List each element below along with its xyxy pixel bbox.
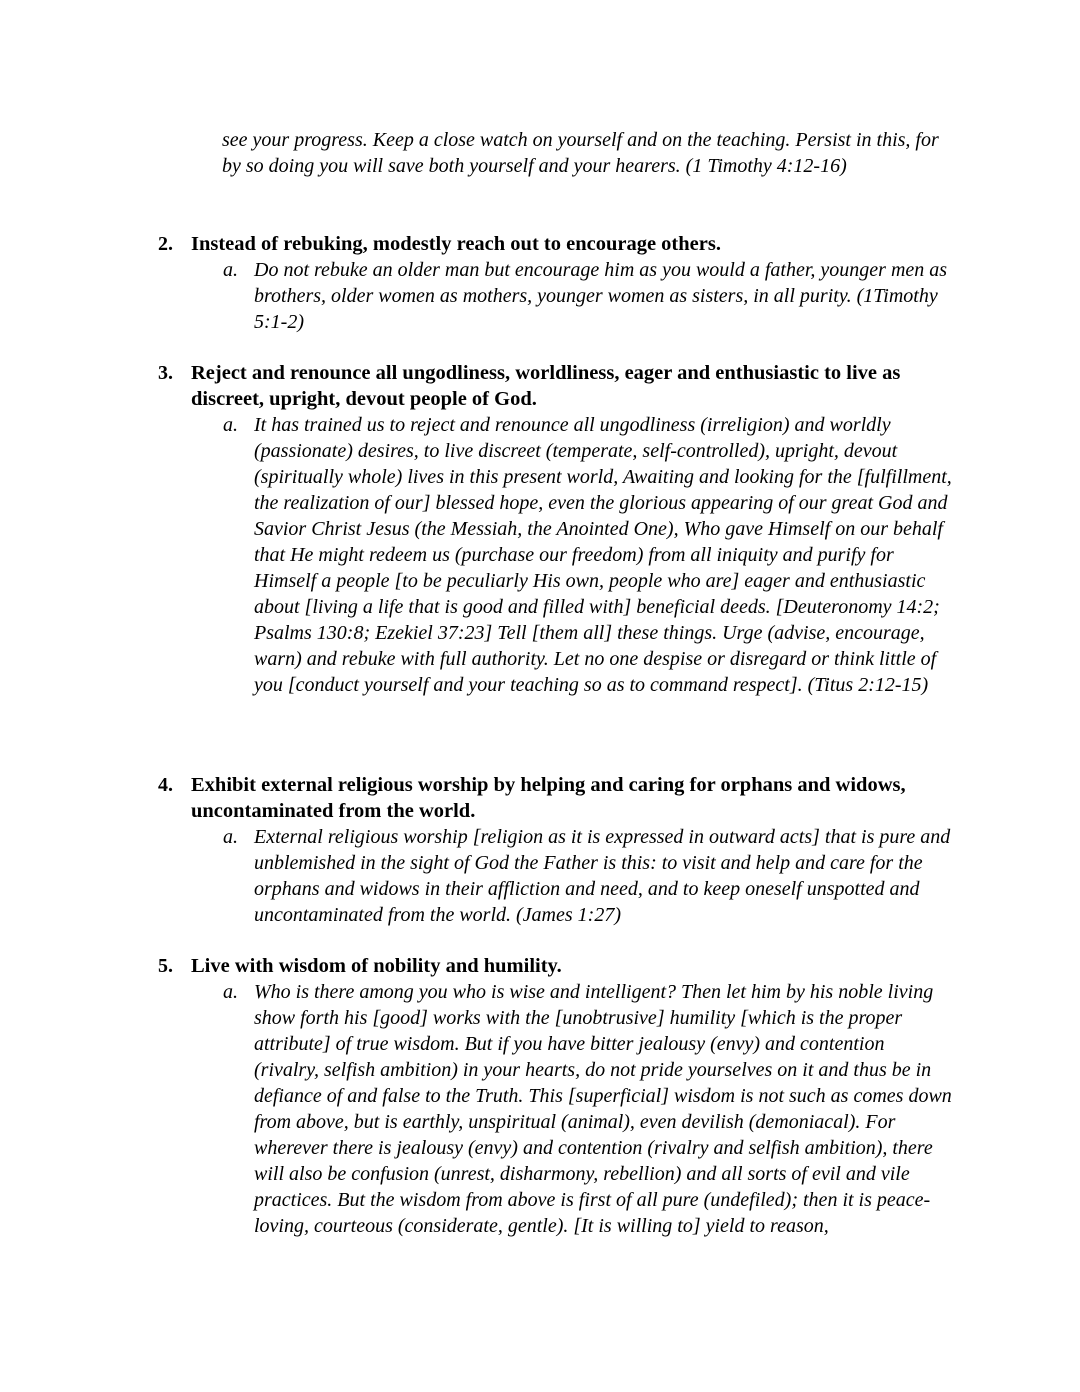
item-number: 3. bbox=[158, 362, 173, 384]
scripture-quote: External religious worship [religion as it is expressed in outward acts] that is pure and unblemished in the sight of God the Father is this: to visit and help and care for the orphans and widows in their affliction and need, and to keep oneself unspotted and uncontaminated from the world. (James 1:27) bbox=[254, 826, 951, 926]
sub-item bbox=[223, 979, 952, 1239]
sub-item bbox=[223, 412, 952, 698]
sub-item bbox=[223, 257, 948, 335]
sub-item-letter: a. bbox=[223, 414, 238, 436]
scripture-quote: Who is there among you who is wise and intelligent? Then let him by his noble living show forth his [good] works with the [unobtrusive] humility [which is the proper attribute] of true wisdom. But if you have bitter jealousy (envy) and contention (rivalry, selfish ambition) in your hearts, do not pride yourselves on it and thus be in defiance of and false to the Truth. This [superficial] wisdom is not such as comes down from above, but is earthly, unspiritual (animal), even devilish (demoniacal). For wherever there is jealousy (envy) and contention (rivalry and selfish ambition), there will also be confusion (unrest, disharmony, rebellion) and all sorts of evil and vile practices. But the wisdom from above is first of all pure (undefiled); then it is peace-loving, courteous (considerate, gentle). [It is willing to] yield to reason, bbox=[254, 981, 952, 1237]
item-number: 2. bbox=[158, 233, 173, 255]
sub-item-letter: a. bbox=[223, 826, 238, 848]
list-item-2 bbox=[158, 231, 958, 335]
item-heading: Live with wisdom of nobility and humility. bbox=[191, 955, 562, 977]
scripture-quote: Do not rebuke an older man but encourage him as you would a father, younger men as brothers, older women as mothers, younger women as sisters, in all purity. (1Timothy 5:1-2) bbox=[254, 259, 948, 333]
item-number: 4. bbox=[158, 774, 173, 796]
item-heading: Reject and renounce all ungodliness, worldliness, eager and enthusiastic to live as discreet, upright, devout people of God. bbox=[191, 362, 901, 410]
item-heading: Instead of rebuking, modestly reach out to encourage others. bbox=[191, 233, 721, 255]
sub-item-letter: a. bbox=[223, 259, 238, 281]
scripture-quote: It has trained us to reject and renounce all ungodliness (irreligion) and worldly (passionate) desires, to live discreet (temperate, self-controlled), upright, devout (spiritually whole) lives in this present world, Awaiting and looking for the [fulfillment, the realization of our] blessed hope, even the glorious appearing of our great God and Savior Christ Jesus (the Messiah, the Anointed One), Who gave Himself on our behalf that He might redeem us (purchase our freedom) from all iniquity and purify for Himself a people [to be peculiarly His own, people who are] eager and enthusiastic about [living a life that is good and filled with] beneficial deeds. [Deuteronomy 14:2; Psalms 130:8; Ezekiel 37:23] Tell [them all] these things. Urge (advise, encourage, warn) and rebuke with full authority. Let no one despise or disregard or think little of you [conduct yourself and your teaching so as to command respect]. (Titus 2:12-15) bbox=[254, 414, 952, 696]
list-item-5 bbox=[158, 953, 958, 1239]
continued-quote-text: see your progress. Keep a close watch on yourself and on the teaching. Persist in this, for by so doing you will save both yourself and your hearers. (1 Timothy 4:12-16) bbox=[222, 129, 939, 177]
list-item-4 bbox=[158, 772, 958, 928]
sub-item-letter: a. bbox=[223, 981, 238, 1003]
list-item-3 bbox=[158, 360, 958, 698]
item-heading: Exhibit external religious worship by helping and caring for orphans and widows, uncontaminated from the world. bbox=[191, 774, 906, 822]
sub-item bbox=[223, 824, 951, 928]
item-number: 5. bbox=[158, 955, 173, 977]
